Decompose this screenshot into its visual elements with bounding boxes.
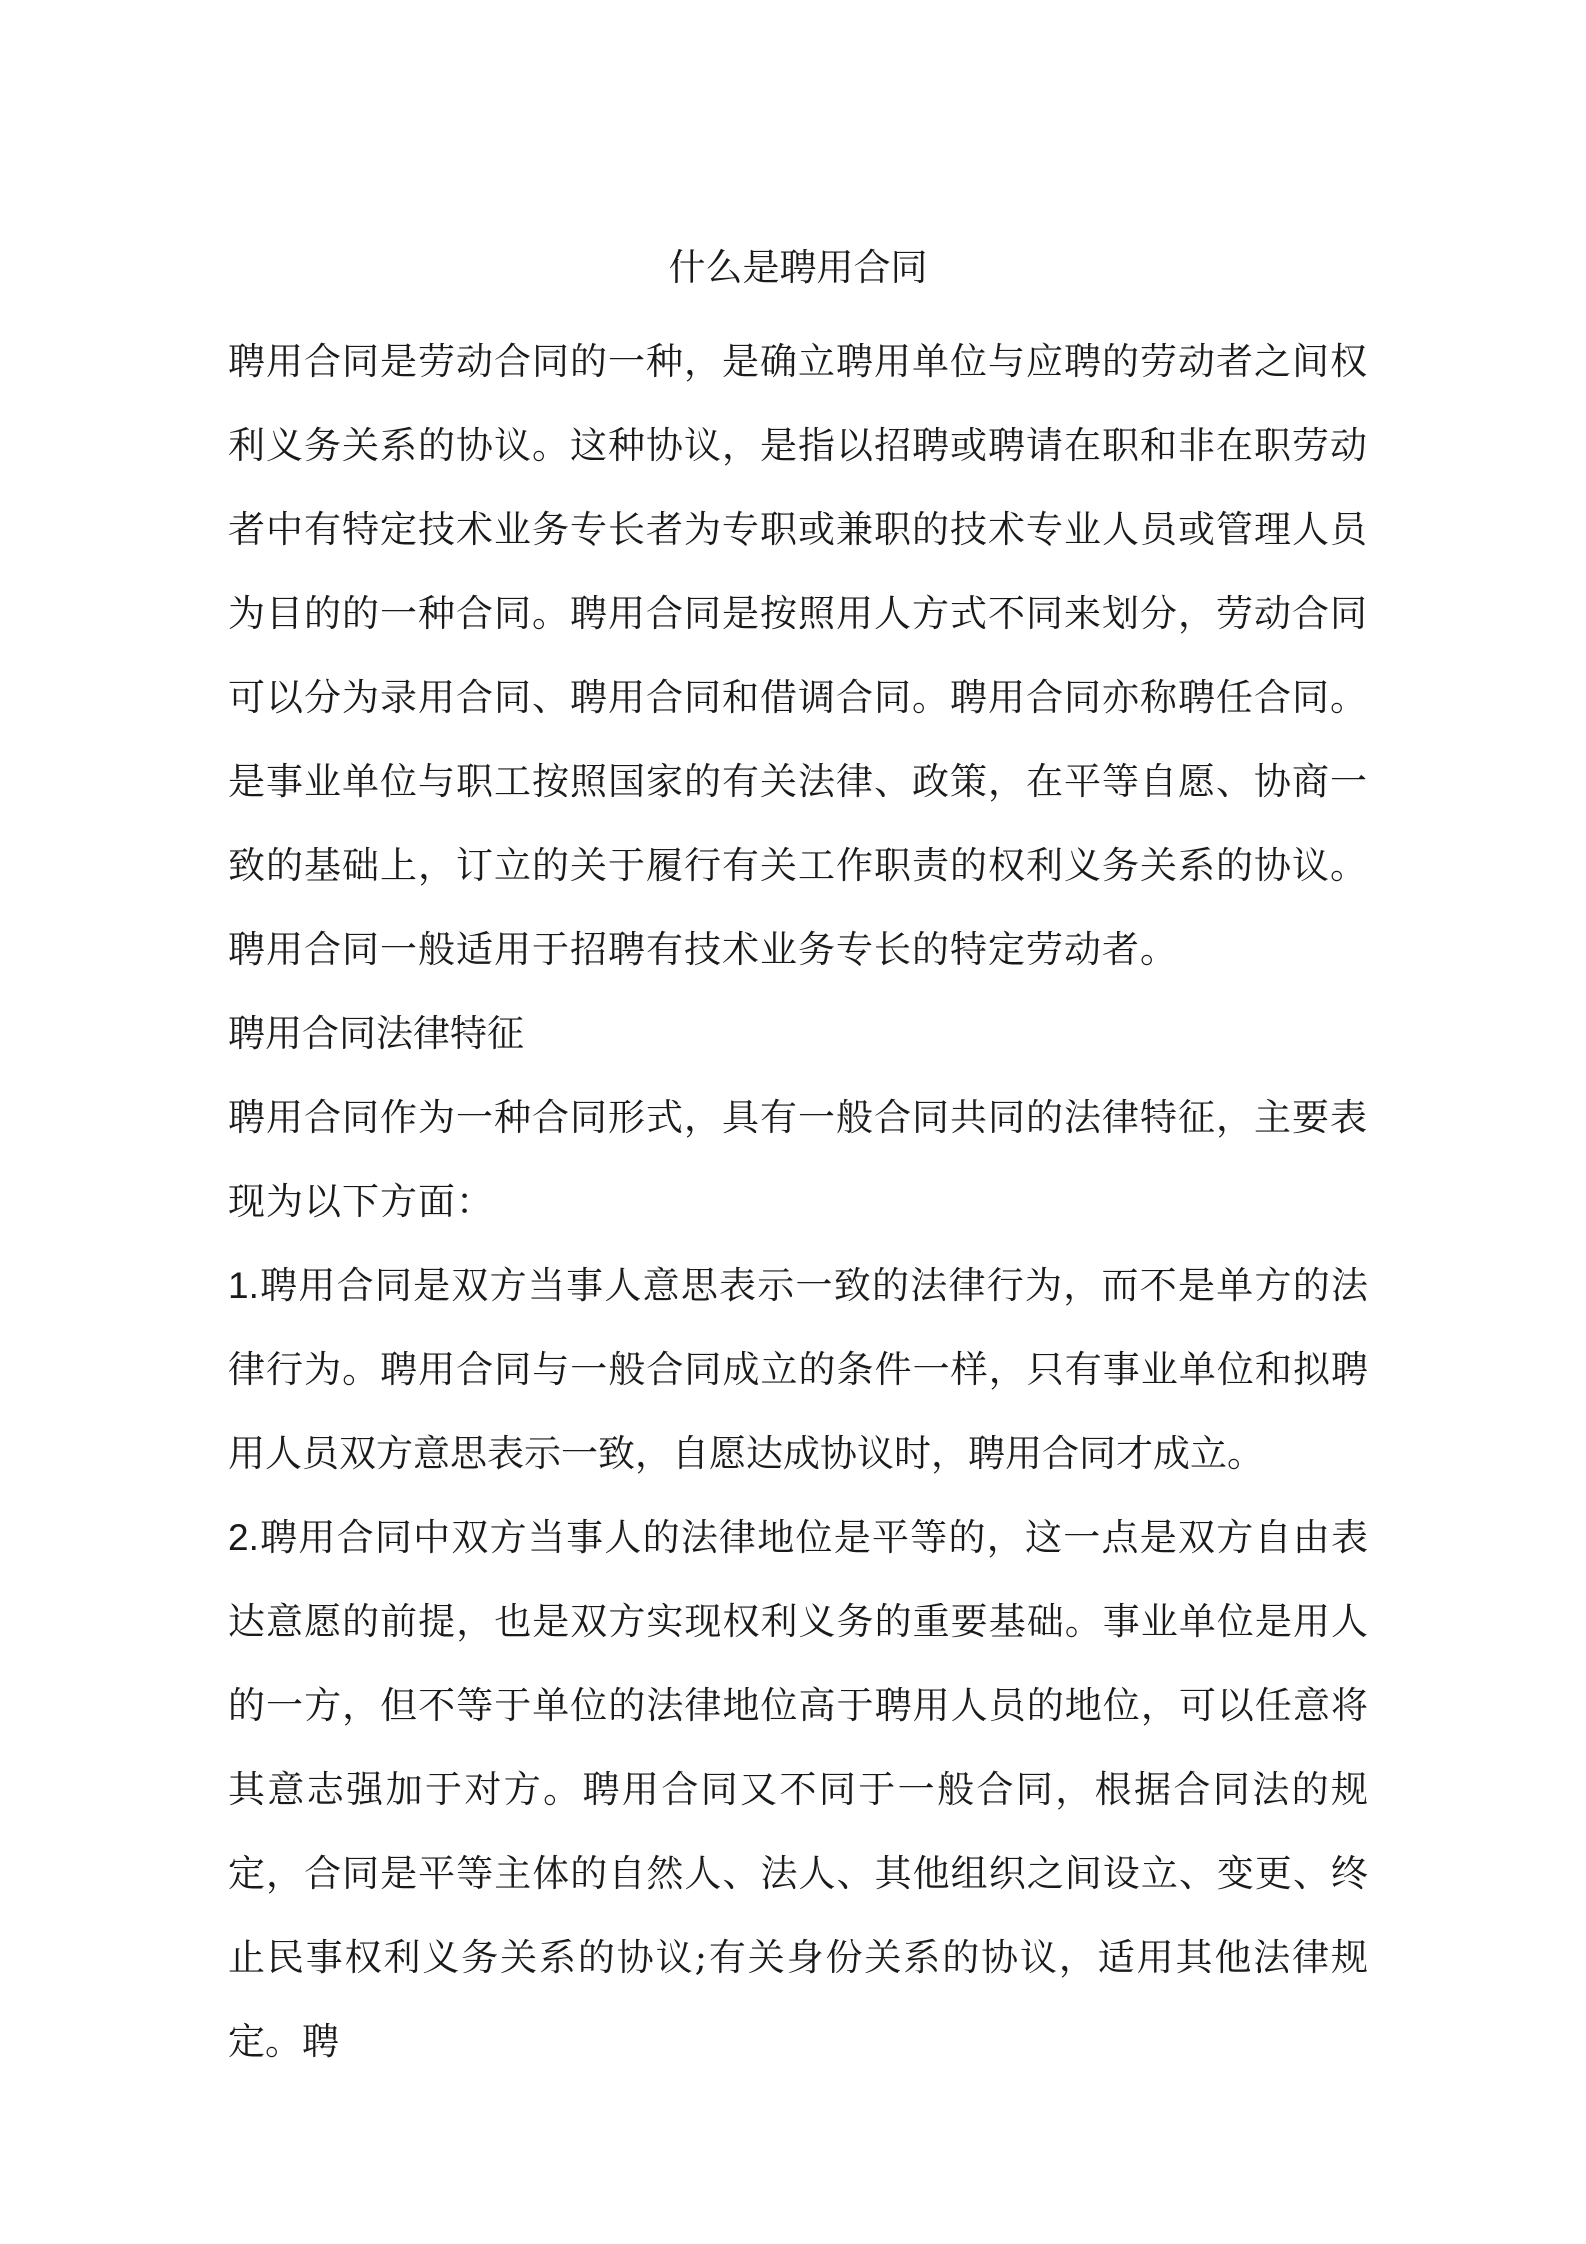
list-item [228,1496,1368,2084]
section-intro-paragraph: 聘用合同作为一种合同形式，具有一般合同共同的法律特征，主要表现为以下方面： [228,1096,1368,1223]
document-title: 什么是聘用合同 [668,246,928,289]
document-body [228,240,1368,2084]
list-item-number: 2. [228,1517,259,1558]
list-item-text: 聘用合同中双方当事人的法律地位是平等的，这一点是双方自由表达意愿的前提，也是双方实现权利义务的重要基础。事业单位是用人的一方，但不等于单位的法律地位高于聘用人员的地位，可以任意将其意志强加于对方。聘用合同又不同于一般合同，根据合同法的规定，合同是平等主体的自然人、法人、其他组织之间设立、变更、终止民事权利义务关系的协议;有关身份关系的协议，适用其他法律规定。聘 [228,1516,1368,2063]
intro-paragraph: 聘用合同是劳动合同的一种，是确立聘用单位与应聘的劳动者之间权利义务关系的协议。这种协议，是指以招聘或聘请在职和非在职劳动者中有特定技术业务专长者为专职或兼职的技术专业人员或管理人员为目的的一种合同。聘用合同是按照用人方式不同来划分，劳动合同可以分为录用合同、聘用合同和借调合同。聘用合同亦称聘任合同。是事业单位与职工按照国家的有关法律、政策，在平等自愿、协商一致的基础上，订立的关于履行有关工作职责的权利义务关系的协议。聘用合同一般适用于招聘有技术业务专长的特定劳动者。 [228,340,1368,971]
list-item-text: 聘用合同是双方当事人意思表示一致的法律行为，而不是单方的法律行为。聘用合同与一般合同成立的条件一样，只有事业单位和拟聘用人员双方意思表示一致，自愿达成协议时，聘用合同才成立。 [228,1264,1368,1475]
section-heading: 聘用合同法律特征 [228,1012,524,1055]
list-item-number: 1. [228,1265,259,1306]
list-item [228,1244,1368,1496]
